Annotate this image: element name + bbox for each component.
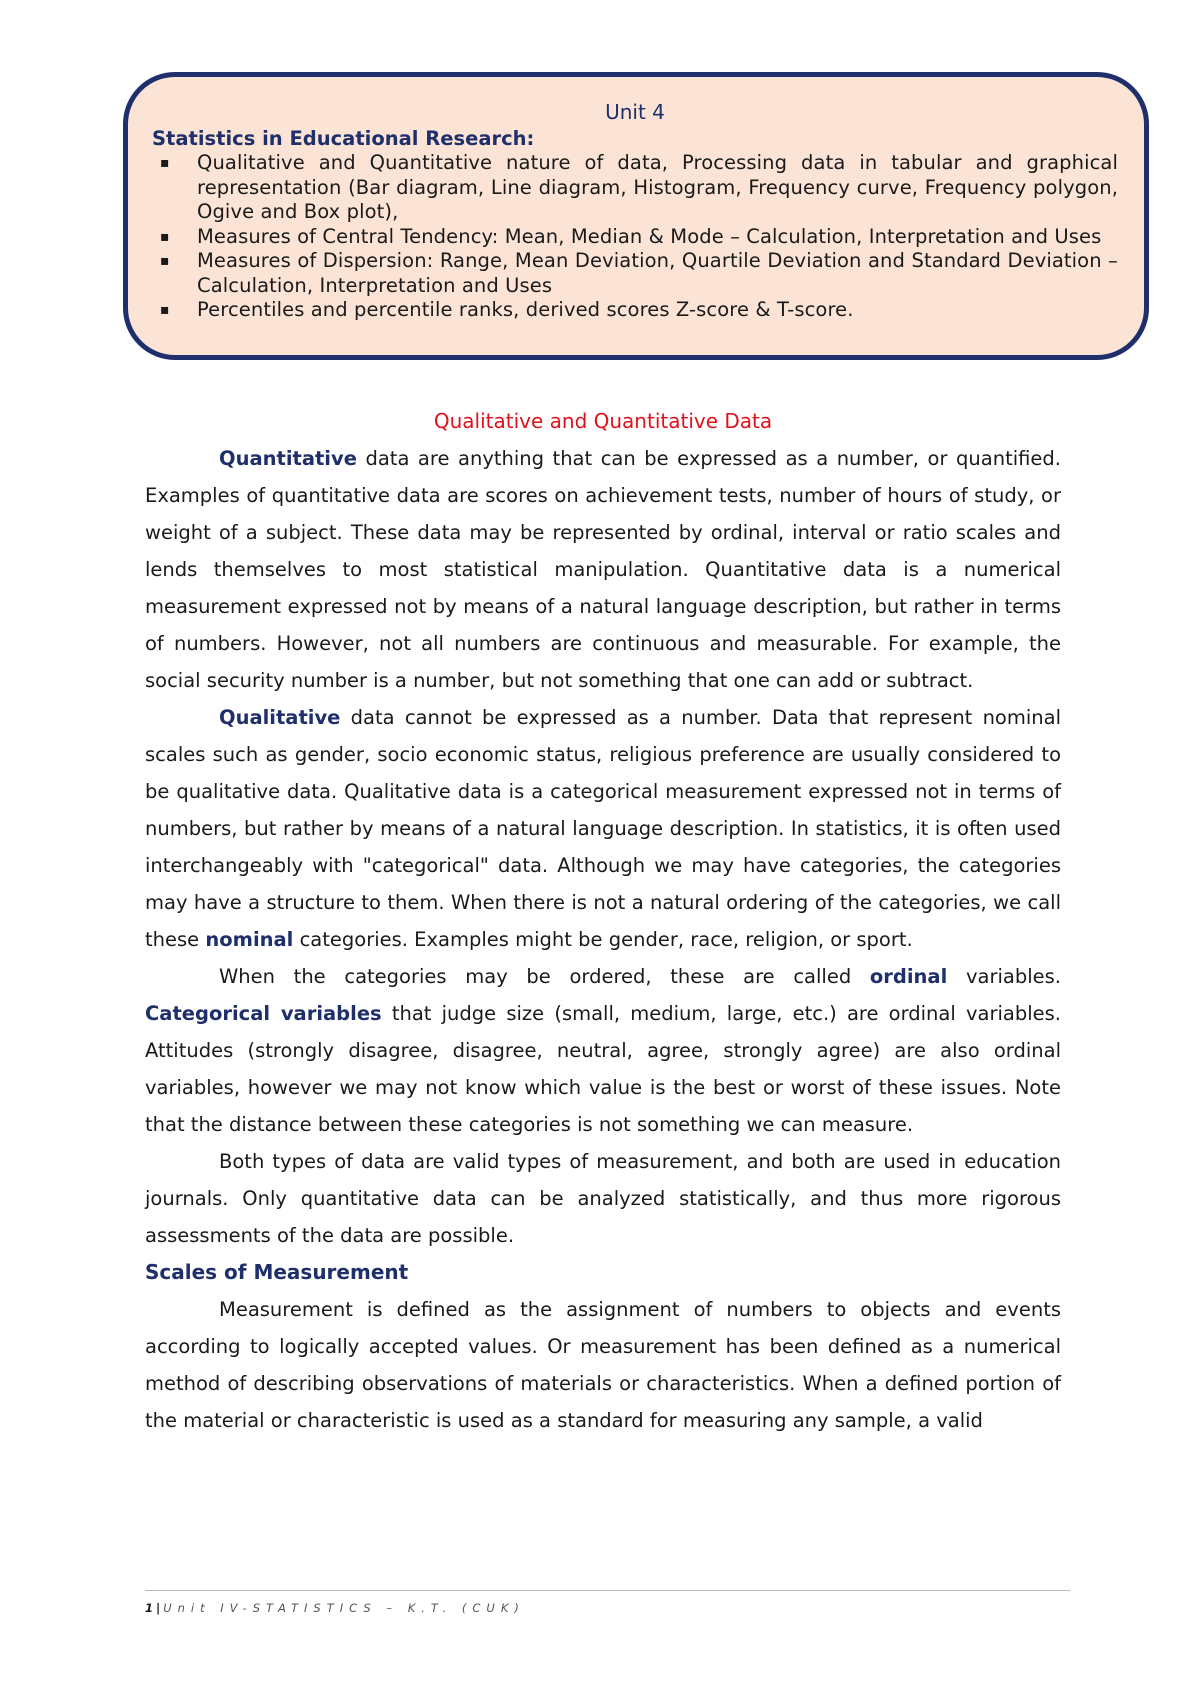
topic-text: Qualitative and Quantitative nature of data, Processing data in tabular and graphical representation (Bar diagram, Line diagram, Histogram, Frequency curve, Frequency polygon, Ogive and Box plot),: [197, 151, 1118, 223]
paragraph-ordinal: [145, 958, 1061, 1143]
topic-text: Percentiles and percentile ranks, derived scores Z-score & T-score.: [197, 298, 854, 321]
topic-text: Measures of Central Tendency: Mean, Median & Mode – Calculation, Interpretation and Uses: [197, 224, 1102, 248]
term-quantitative: Quantitative: [219, 447, 357, 470]
paragraph-qualitative: [145, 699, 1061, 958]
paragraph-text: Measurement is defined as the assignment of numbers to objects and events according to logically accepted values. Or measurement has been defined as a numerical method of describing observations of materials or characteristics. When a defined portion of the material or characteristic is used as a standard for measuring any sample, a valid: [145, 1298, 1061, 1432]
subheading-scales: Scales of Measurement: [145, 1260, 409, 1284]
page-number: 1: [145, 1601, 154, 1615]
unit-subtitle: Statistics in Educational Research:: [152, 127, 535, 150]
footer-separator: |: [156, 1601, 161, 1615]
term-nominal: nominal: [205, 928, 294, 951]
paragraph-text: Both types of data are valid types of measurement, and both are used in education journals. Only quantitative data can be analyzed statistically, and thus more rigorous assessments of the data are possible.: [145, 1150, 1061, 1247]
square-bullet-icon: ▪: [160, 253, 170, 269]
topic-item: [152, 151, 1118, 225]
topic-item: [152, 249, 1118, 298]
unit-syllabus-box: [123, 72, 1149, 360]
footer-text: Unit IV-STATISTICS – K.T. (CUK): [163, 1601, 525, 1615]
topic-list: [152, 151, 1118, 323]
document-body: [145, 404, 1061, 1439]
section-title: Qualitative and Quantitative Data: [433, 409, 773, 433]
footer-line: [145, 1601, 525, 1615]
paragraph-text: categories. Examples might be gender, race, religion, or sport.: [293, 928, 913, 951]
unit-title: Unit 4: [605, 100, 665, 124]
topic-text: Measures of Dispersion: Range, Mean Deviation, Quartile Deviation and Standard Deviation – Calculation, Interpretation and Uses: [197, 249, 1118, 297]
term-qualitative: Qualitative: [219, 706, 341, 729]
square-bullet-icon: ▪: [160, 155, 170, 171]
topic-item: [152, 298, 1118, 323]
paragraph-text: data are anything that can be expressed as a number, or quantified. Examples of quantitative data are scores on achievement tests, number of hours of study, or weight of a subject. These data may be represented by ordinal, interval or ratio scales and lends themselves to most statistical manipulation. Quantitative data is a numerical measurement expressed not by means of a natural language description, but rather in terms of numbers. However, not all numbers are continuous and measurable. For example, the social security number is a number, but not something that one can add or subtract.: [145, 447, 1061, 692]
page-footer: [145, 1590, 1070, 1616]
paragraph-text: that judge size (small, medium, large, etc.) are ordinal variables. Attitudes (strongly disagree, disagree, neutral, agree, strongly agree) are also ordinal variables, however we may not know which value is the best or worst of these issues. Note that the distance between these categories is not something we can measure.: [145, 1002, 1061, 1136]
paragraph-quantitative: [145, 440, 1061, 699]
paragraph-measurement: [145, 1291, 1061, 1439]
term-categorical-variables: Categorical variables: [145, 1002, 382, 1025]
paragraph-text: data cannot be expressed as a number. Data that represent nominal scales such as gender, socio economic status, religious preference are usually considered to be qualitative data. Qualitative data is a categorical measurement expressed not in terms of numbers, but rather by means of a natural language description. In statistics, it is often used interchangeably with "categorical" data. Although we may have categories, the categories may have a structure to them. When there is not a natural ordering of the categories, we call these: [145, 706, 1061, 951]
topic-item: [152, 225, 1118, 250]
term-ordinal: ordinal: [869, 965, 948, 988]
square-bullet-icon: ▪: [160, 228, 170, 245]
square-bullet-icon: ▪: [160, 302, 170, 318]
paragraph-text: When the categories may be ordered, these are called: [219, 965, 870, 988]
paragraph-both-types: [145, 1143, 1061, 1254]
paragraph-text: variables.: [947, 965, 1061, 988]
